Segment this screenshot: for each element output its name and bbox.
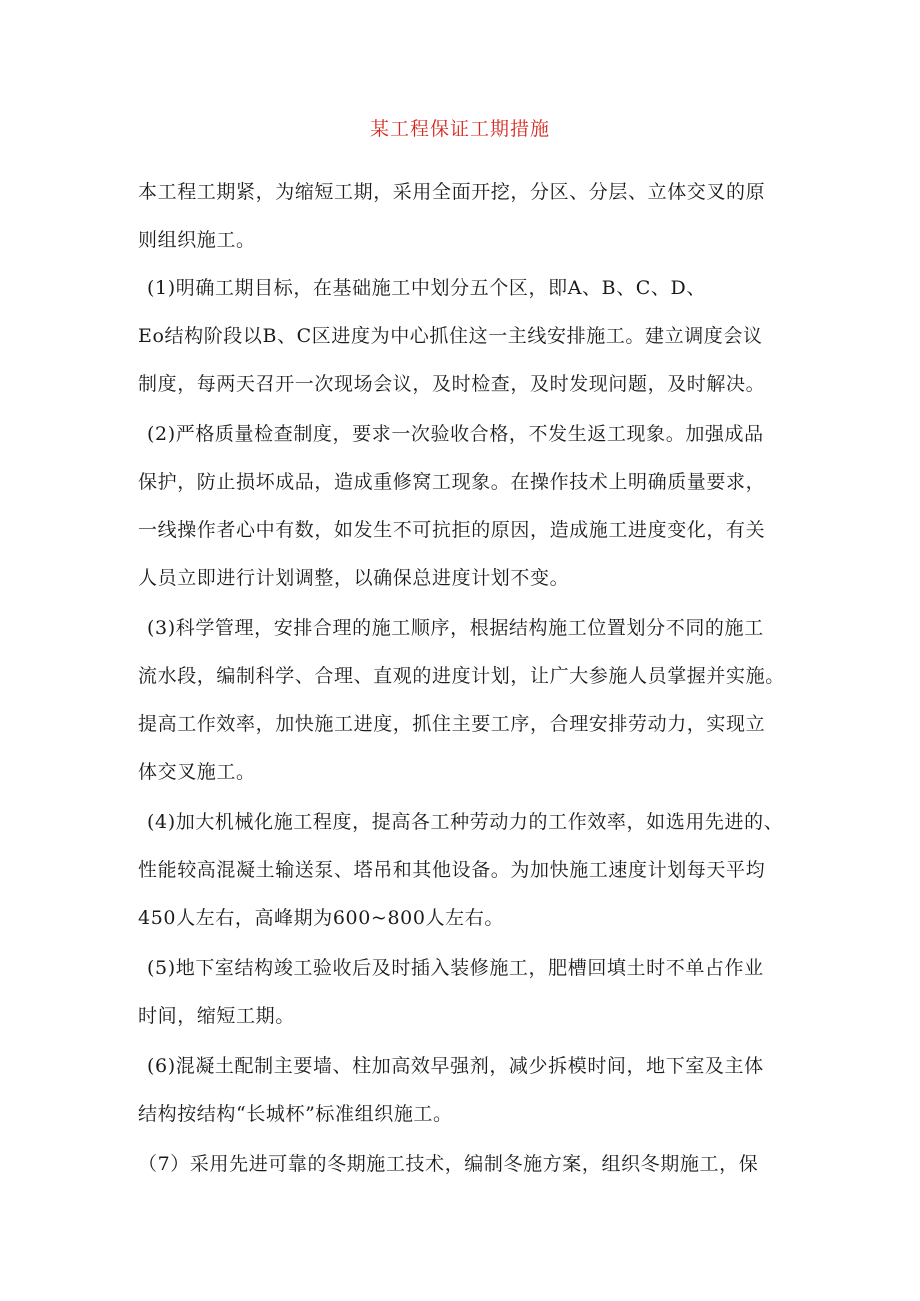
text-line: 450人左右，高峰期为600~800人左右。 <box>138 907 504 929</box>
text-line: (3)科学管理，安排合理的施工顺序，根据结构施工位置划分不同的施工 <box>147 617 764 639</box>
text-line: (5)地下室结构竣工验收后及时插入装修施工，肥槽回填土时不单占作业 <box>147 957 764 979</box>
text-line: （7）采用先进可靠的冬期施工技术，编制冬施方案，组织冬期施工，保 <box>138 1153 759 1175</box>
text-line: Eo结构阶段以B、C区进度为中心抓住这一主线安排施工。建立调度会议 <box>138 325 763 347</box>
document-title: 某工程保证工期措施 <box>369 118 550 140</box>
text-line: 则组织施工。 <box>138 229 256 251</box>
text-line: 制度，每两天召开一次现场会议，及时检查，及时发现问题，及时解决。 <box>138 373 766 395</box>
text-line: 体交叉施工。 <box>138 761 256 783</box>
text-line: (2)严格质量检查制度，要求一次验收合格，不发生返工现象。加强成品 <box>147 423 764 445</box>
text-line: 性能较高混凝土输送泵、塔吊和其他设备。为加快施工速度计划每天平均 <box>138 859 766 881</box>
text-line: 一线操作者心中有数，如发生不可抗拒的原因，造成施工进度变化，有关 <box>138 519 766 541</box>
text-line: 提高工作效率，加快施工进度，抓住主要工序，合理安排劳动力，实现立 <box>138 713 766 735</box>
text-line: (4)加大机械化施工程度，提高各工种劳动力的工作效率，如选用先进的、 <box>147 811 784 833</box>
text-line: (1)明确工期目标，在基础施工中划分五个区，即A、B、C、D、 <box>147 277 706 299</box>
text-line: (6)混凝土配制主要墙、柱加高效早强剂，减少拆模时间，地下室及主体 <box>147 1055 764 1077</box>
text-line: 流水段，编制科学、合理、直观的进度计划，让广大参施人员掌握并实施。 <box>138 665 785 687</box>
text-line: 时间，缩短工期。 <box>138 1005 295 1027</box>
text-line: 保护，防止损坏成品，造成重修窝工现象。在操作技术上明确质量要求， <box>138 471 766 493</box>
text-line: 结构按结构“长城杯”标准组织施工。 <box>138 1103 453 1125</box>
text-line: 人员立即进行计划调整，以确保总进度计划不变。 <box>138 567 570 589</box>
text-line: 本工程工期紧，为缩短工期，采用全面开挖，分区、分层、立体交叉的原 <box>138 181 766 203</box>
